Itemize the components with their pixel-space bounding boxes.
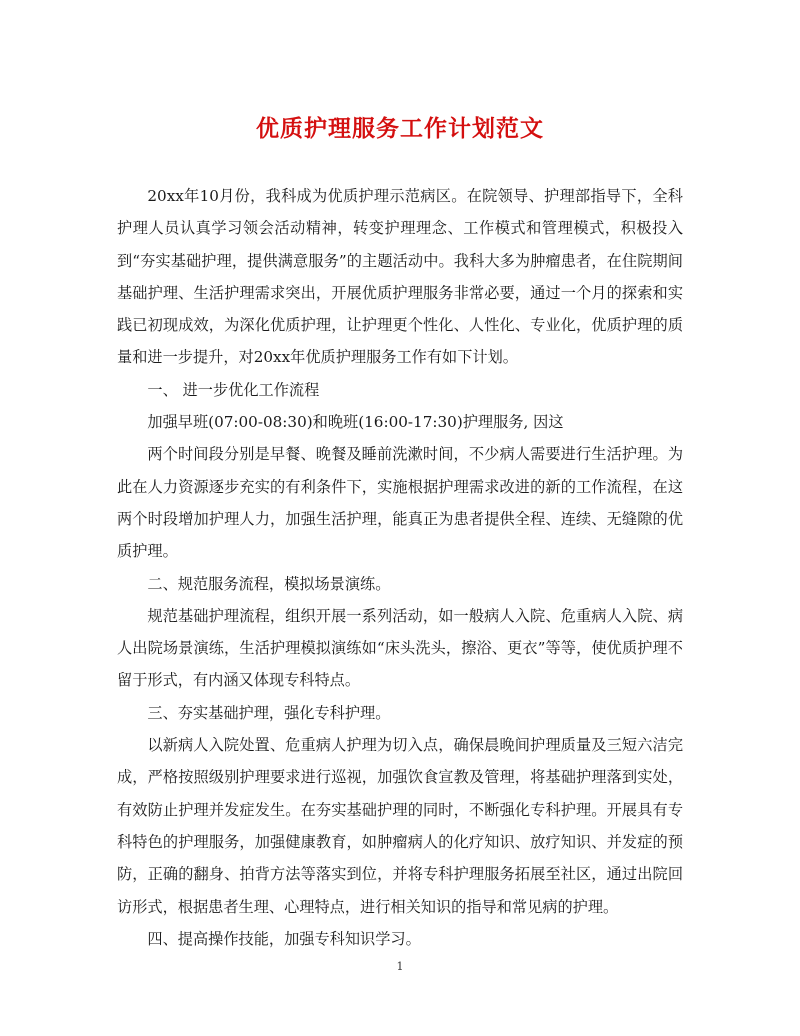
heading-section-3: 三、夯实基础护理，强化专科护理。 <box>147 703 391 722</box>
paragraph-intro: 20xx年10月份，我科成为优质护理示范病区。在院领导、护理部指导下，全科护理人员认真学习领会活动精神，转变护理理念、工作模式和管理模式，积极投入到“夯实基础护理，提供满意服务”的主题活动中。我科大多为肿瘤患者，在住院期间基础护理、生活护理需求突出，开展优质护理服务非常必要，通过一个月的探索和实践已初现成效，为深化优质护理，让护理更个性化、人性化、专业化，优质护理的质量和进一步提升，对20xx年优质护理服务工作有如下计划。 <box>117 187 683 367</box>
heading-section-4: 四、提高操作技能，加强专科知识学习。 <box>147 929 421 948</box>
paragraph-shift-detail: 两个时间段分别是早餐、晚餐及睡前洗漱时间，不少病人需要进行生活护理。为此在人力资源逐步充实的有利条件下，实施根据护理需求改进的新的工作流程，在这两个时段增加护理人力，加强生活护理，能真正为患者提供全程、连续、无缝隙的优质护理。 <box>117 445 683 561</box>
document-body <box>117 180 683 955</box>
paragraph-section-3: 以新病人入院处置、危重病人护理为切入点，确保晨晚间护理质量及三短六洁完成，严格按照级别护理要求进行巡视，加强饮食宣教及管理，将基础护理落到实处，有效防止护理并发症发生。在夯实基础护理的同时，不断强化专科护理。开展具有专科特色的护理服务，加强健康教育，如肿瘤病人的化疗知识、放疗知识、并发症的预防，正确的翻身、拍背方法等落实到位，并将专科护理服务拓展至社区，通过出院回访形式，根据患者生理、心理特点，进行相关知识的指导和常见病的护理。 <box>117 736 683 916</box>
paragraph-section-2: 规范基础护理流程，组织开展一系列活动，如一般病人入院、危重病人入院、病人出院场景演练，生活护理模拟演练如“床头洗头，擦浴、更衣”等等，使优质护理不留于形式，有内涵又体现专科特点。 <box>117 606 683 690</box>
paragraph-shift-times: 加强早班(07:00-08:30)和晚班(16:00-17:30)护理服务, 因这 <box>147 413 564 432</box>
document-title: 优质护理服务工作计划范文 <box>256 115 544 142</box>
heading-section-2: 二、规范服务流程，模拟场景演练。 <box>147 574 391 593</box>
page-number: 1 <box>396 960 404 973</box>
heading-section-1: 一、 进一步优化工作流程 <box>147 380 320 399</box>
